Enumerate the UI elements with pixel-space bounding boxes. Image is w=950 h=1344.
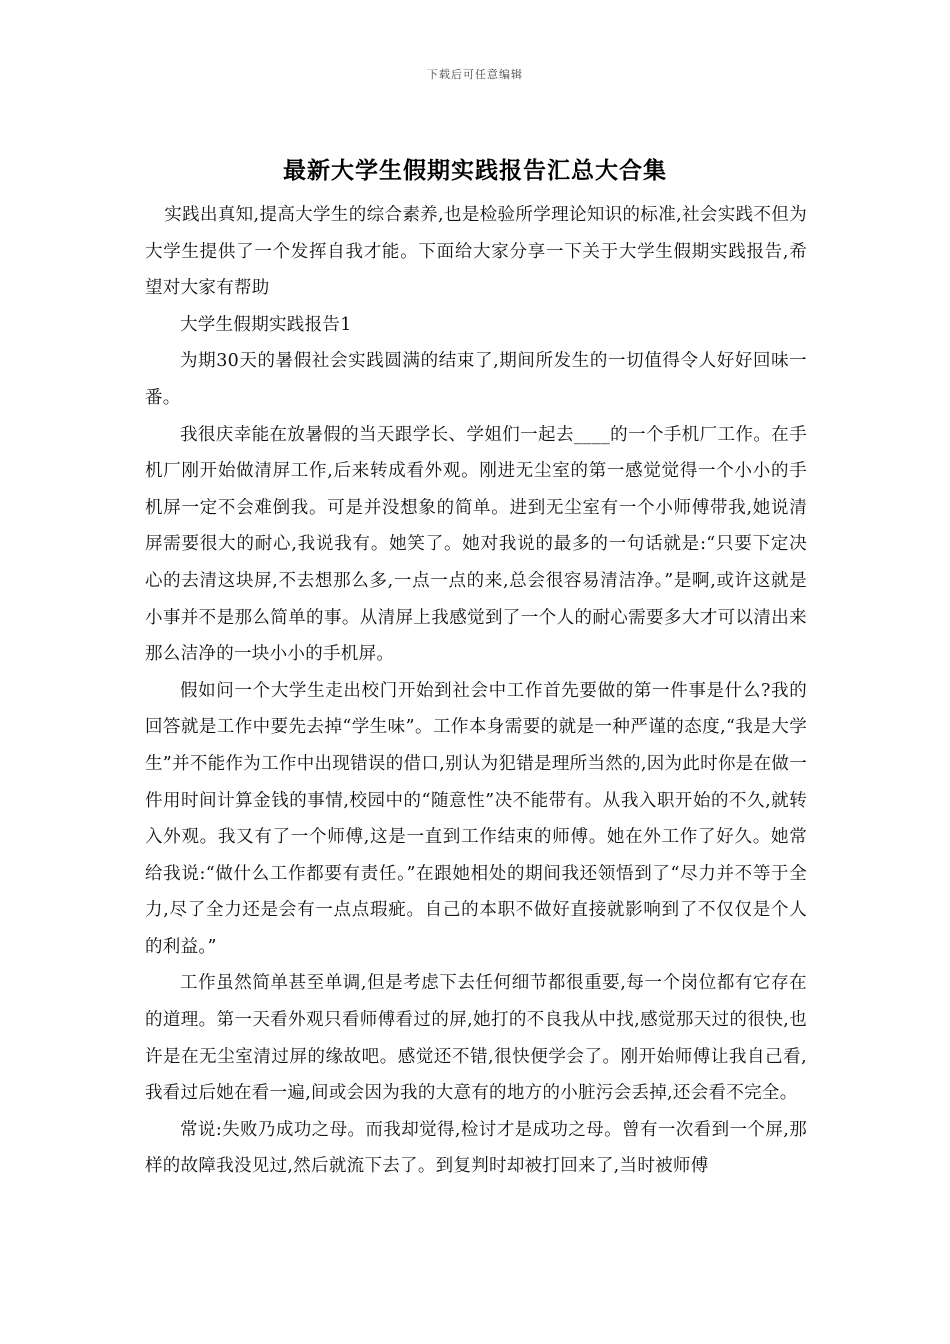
section-heading: 大学生假期实践报告1: [180, 314, 352, 335]
body-paragraph: 为期30天的暑假社会实践圆满的结束了,期间所发生的一切值得令人好好回味一番。: [145, 351, 807, 408]
header-note: 下载后可任意编辑: [427, 68, 523, 81]
body-paragraph: 常说:失败乃成功之母。而我却觉得,检讨才是成功之母。曾有一次看到一个屏,那样的故障我没见过,然后就流下去了。到复判时却被打回来了,当时被师傅: [145, 1119, 807, 1177]
body-paragraph: 我很庆幸能在放暑假的当天跟学长、学姐们一起去____的一个手机厂工作。在手机厂刚开始做清屏工作,后来转成看外观。刚进无尘室的第一感觉觉得一个小小的手机屏一定不会难倒我。可是并没想象的简单。进到无尘室有一个小师傅带我,她说清屏需要很大的耐心,我说我有。她笑了。她对我说的最多的一句话就是:“只要下定决心的去清这块屏,不去想那么多,一点一点的来,总会很容易清洁净。”是啊,或许这就是小事并不是那么简单的事。从清屏上我感觉到了一个人的耐心需要多大才可以清出来那么洁净的一块小小的手机屏。: [145, 424, 807, 665]
document-body: [145, 197, 807, 1185]
document-title: 最新大学生假期实践报告汇总大合集: [283, 157, 667, 184]
intro-paragraph: 实践出真知,提高大学生的综合素养,也是检验所学理论知识的标准,社会实践不但为大学生提供了一个发挥自我才能。下面给大家分享一下关于大学生假期实践报告,希望对大家有帮助: [145, 205, 807, 299]
body-paragraph: 工作虽然简单甚至单调,但是考虑下去任何细节都很重要,每一个岗位都有它存在的道理。第一天看外观只看师傅看过的屏,她打的不良我从中找,感觉那天过的很快,也许是在无尘室清过屏的缘故吧。感觉还不错,很快便学会了。刚开始师傅让我自己看,我看过后她在看一遍,间或会因为我的大意有的地方的小脏污会丢掉,还会看不完全。: [145, 973, 807, 1104]
body-paragraph: 假如问一个大学生走出校门开始到社会中工作首先要做的第一件事是什么?我的回答就是工作中要先去掉“学生味”。工作本身需要的就是一种严谨的态度,“我是大学生”并不能作为工作中出现错误的借口,别认为犯错是理所当然的,因为此时你是在做一件用时间计算金钱的事情,校园中的“随意性”决不能带有。从我入职开始的不久,就转入外观。我又有了一个师傅,这是一直到工作结束的师傅。她在外工作了好久。她常给我说:“做什么工作都要有责任。”在跟她相处的期间我还领悟到了“尽力并不等于全力,尽了全力还是会有一点点瑕疵。自己的本职不做好直接就影响到了不仅仅是个人的利益。”: [145, 680, 807, 957]
